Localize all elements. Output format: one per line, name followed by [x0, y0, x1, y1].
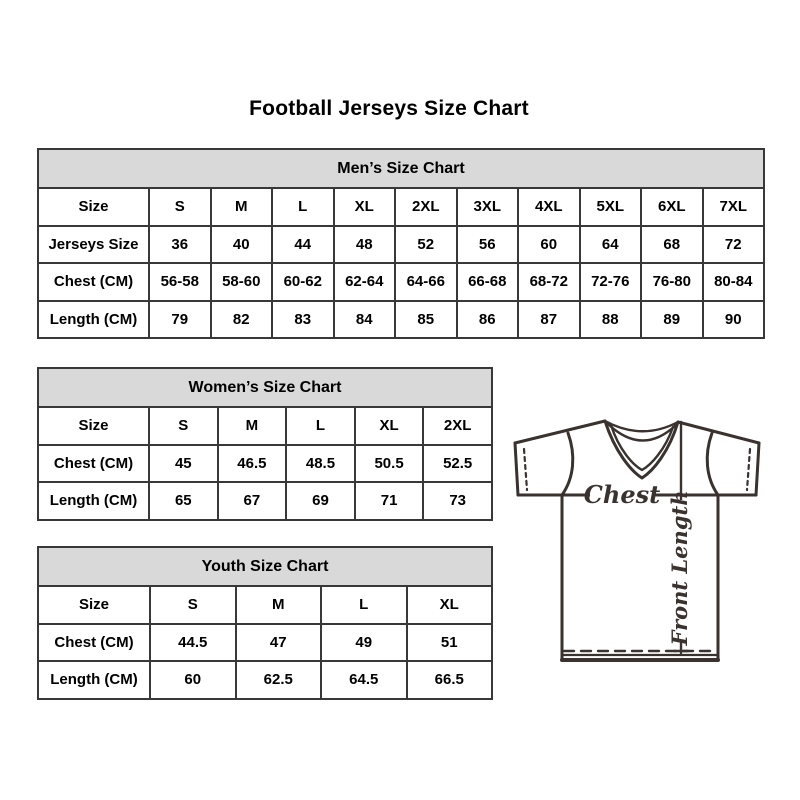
data-cell: 47 [236, 624, 322, 662]
table-row [38, 263, 764, 301]
data-cell: 64-66 [395, 263, 457, 301]
data-cell: XL [355, 407, 424, 445]
data-cell: 52 [395, 226, 457, 264]
table-row [38, 188, 764, 226]
data-cell: 45 [149, 445, 218, 483]
data-cell: 72-76 [580, 263, 642, 301]
data-cell: 68-72 [518, 263, 580, 301]
data-cell: 36 [149, 226, 211, 264]
data-cell: 66.5 [407, 661, 493, 699]
left-cuff-stitch-dashed [524, 449, 527, 490]
data-cell: 60-62 [272, 263, 334, 301]
data-cell: 56 [457, 226, 519, 264]
data-cell: 86 [457, 301, 519, 339]
table-row [38, 482, 492, 520]
data-cell: 65 [149, 482, 218, 520]
front-length-label: Front Length [667, 490, 692, 646]
data-cell: 58-60 [211, 263, 273, 301]
data-cell: M [211, 188, 273, 226]
table-row [38, 407, 492, 445]
data-cell: L [272, 188, 334, 226]
data-cell: 51 [407, 624, 493, 662]
data-cell: 62-64 [334, 263, 396, 301]
data-cell: 44.5 [150, 624, 236, 662]
data-cell: 73 [423, 482, 492, 520]
data-cell: 4XL [518, 188, 580, 226]
data-cell: 6XL [641, 188, 703, 226]
data-cell: 3XL [457, 188, 519, 226]
row-label: Chest (CM) [38, 624, 150, 662]
data-cell: 87 [518, 301, 580, 339]
jersey-measurement-diagram [503, 410, 771, 668]
table-row [38, 661, 492, 699]
left-armhole-seam [562, 433, 573, 495]
table-row [38, 624, 492, 662]
table-row [38, 301, 764, 339]
data-cell: 46.5 [218, 445, 287, 483]
row-label: Size [38, 586, 150, 624]
data-cell: 71 [355, 482, 424, 520]
jersey-diagram-svg [503, 410, 771, 668]
data-cell: S [149, 188, 211, 226]
row-label: Length (CM) [38, 301, 149, 339]
data-cell: 62.5 [236, 661, 322, 699]
data-cell: 72 [703, 226, 765, 264]
data-cell: 89 [641, 301, 703, 339]
data-cell: 5XL [580, 188, 642, 226]
data-cell: M [236, 586, 322, 624]
right-sleeve-cuff-edge [756, 443, 759, 495]
data-cell: 68 [641, 226, 703, 264]
data-cell: 7XL [703, 188, 765, 226]
data-cell: XL [334, 188, 396, 226]
data-cell: S [150, 586, 236, 624]
row-label: Length (CM) [38, 661, 150, 699]
table-row [38, 586, 492, 624]
data-cell: 2XL [395, 188, 457, 226]
data-cell: 90 [703, 301, 765, 339]
data-cell: 67 [218, 482, 287, 520]
left-shoulder-seam [515, 421, 605, 443]
data-cell: 69 [286, 482, 355, 520]
row-label: Chest (CM) [38, 445, 149, 483]
page-title: Football Jerseys Size Chart [249, 97, 529, 120]
data-cell: L [321, 586, 407, 624]
table-row [38, 445, 492, 483]
left-sleeve-cuff-edge [515, 443, 518, 495]
data-cell: 88 [580, 301, 642, 339]
data-cell: 80-84 [703, 263, 765, 301]
data-cell: 79 [149, 301, 211, 339]
data-cell: 48 [334, 226, 396, 264]
youth-size-table-header: Youth Size Chart [38, 547, 492, 586]
data-cell: 66-68 [457, 263, 519, 301]
data-cell: 64.5 [321, 661, 407, 699]
data-cell: 84 [334, 301, 396, 339]
data-cell: 60 [518, 226, 580, 264]
data-cell: 83 [272, 301, 334, 339]
data-cell: 52.5 [423, 445, 492, 483]
chest-label: Chest [583, 480, 661, 509]
data-cell: M [218, 407, 287, 445]
data-cell: L [286, 407, 355, 445]
data-cell: 76-80 [641, 263, 703, 301]
womens-size-table-header: Women’s Size Chart [38, 368, 492, 407]
data-cell: 85 [395, 301, 457, 339]
data-cell: 49 [321, 624, 407, 662]
data-cell: XL [407, 586, 493, 624]
mens-size-table [37, 148, 765, 339]
row-label: Chest (CM) [38, 263, 149, 301]
data-cell: 82 [211, 301, 273, 339]
data-cell: 56-58 [149, 263, 211, 301]
data-cell: 60 [150, 661, 236, 699]
data-cell: 50.5 [355, 445, 424, 483]
youth-size-table [37, 546, 493, 700]
right-armhole-seam [707, 433, 718, 495]
right-cuff-stitch-dashed [747, 449, 750, 490]
data-cell: S [149, 407, 218, 445]
data-cell: 64 [580, 226, 642, 264]
row-label: Length (CM) [38, 482, 149, 520]
data-cell: 2XL [423, 407, 492, 445]
right-shoulder-seam [678, 422, 759, 443]
row-label: Size [38, 188, 149, 226]
womens-size-table [37, 367, 493, 521]
row-label: Size [38, 407, 149, 445]
row-label: Jerseys Size [38, 226, 149, 264]
data-cell: 40 [211, 226, 273, 264]
data-cell: 44 [272, 226, 334, 264]
mens-size-table-header: Men’s Size Chart [38, 149, 764, 188]
data-cell: 48.5 [286, 445, 355, 483]
table-row [38, 226, 764, 264]
